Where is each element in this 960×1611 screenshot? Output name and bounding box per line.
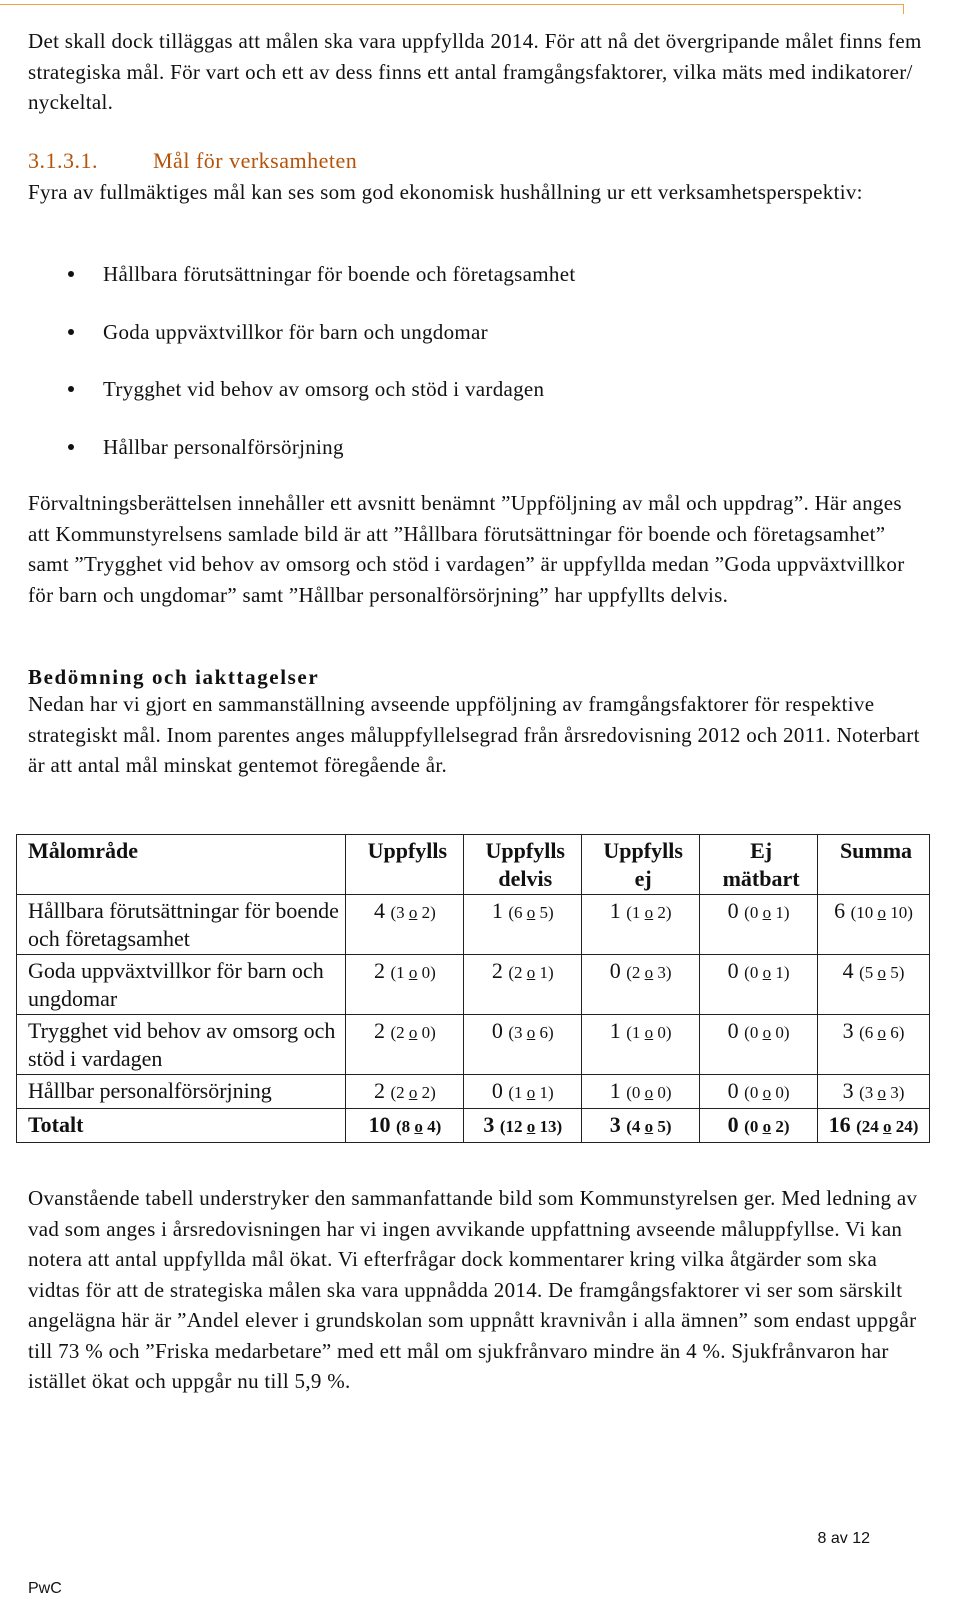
count-value: 4 bbox=[842, 958, 854, 983]
prior-years: (4 o 5) bbox=[626, 1117, 672, 1136]
prior-years: (0 o 0) bbox=[744, 1023, 790, 1042]
table-total-row bbox=[17, 1109, 930, 1143]
separator: o bbox=[877, 963, 886, 982]
count-value: 1 bbox=[609, 1018, 621, 1043]
separator: o bbox=[883, 1117, 892, 1136]
separator: o bbox=[877, 1023, 886, 1042]
value-2012: 12 bbox=[505, 1117, 523, 1136]
count-value: 0 bbox=[727, 1078, 739, 1103]
prior-years: (0 o 2) bbox=[744, 1117, 790, 1136]
count-value: 16 bbox=[828, 1112, 851, 1137]
prior-years: (0 o 0) bbox=[626, 1083, 672, 1102]
conclusion-paragraph: Ovanstående tabell understryker den sammanfattande bild som Kommunstyrelsen ger. Med ledning av vad som anges i årsredovisningen har vi ingen avvikande uppfattning avseende måluppfyllse. Vi kan notera att antal uppfyllda mål ökat. Vi efterfrågar dock kommentarer kring vilka åtgärder som ska vidtas för att de strategiska målen ska vara uppnådda 2014. De framgångsfaktorer vi ser som särskilt angelägna här är ”Andel elever i grundskolan som uppnått kravnivån i alla ämnen” som endast uppgår till 73 % och ”Friska medarbetare” med ett mål om sjukfrånvaro mindre än 4 %. Sjukfrånvaron har istället ökat och uppgår nu till 5,9 %. bbox=[28, 1186, 918, 1393]
count-value: 0 bbox=[727, 1112, 739, 1137]
value-2011: 13 bbox=[539, 1117, 557, 1136]
prior-years: (3 o 3) bbox=[859, 1083, 905, 1102]
separator: o bbox=[644, 1117, 654, 1136]
table-row bbox=[17, 895, 930, 955]
value-2012: 6 bbox=[864, 1023, 874, 1042]
count-cell bbox=[464, 895, 582, 955]
intro-paragraph: Det skall dock tilläggas att målen ska vara uppfyllda 2014. För att nå det övergripande målet finns fem strategiska mål. För vart och ett av dess finns ett antal framgångsfaktorer, vilka mäts med indikatorer/ nyckeltal. bbox=[28, 29, 922, 114]
value-2012: 0 bbox=[749, 1083, 759, 1102]
prior-years: (1 o 0) bbox=[390, 963, 436, 982]
value-2012: 4 bbox=[631, 1117, 641, 1136]
separator: o bbox=[762, 1083, 772, 1102]
count-cell bbox=[700, 955, 818, 1015]
separator: o bbox=[877, 1083, 886, 1102]
value-2011: 1 bbox=[775, 903, 784, 922]
value-2011: 0 bbox=[657, 1023, 666, 1042]
separator: o bbox=[644, 963, 654, 982]
prior-years: (6 o 5) bbox=[508, 903, 554, 922]
goal-area-cell: Hållbara förutsättningar för boende och företagsamhet bbox=[17, 895, 346, 955]
column-header: Summa bbox=[818, 835, 930, 895]
column-header: Uppfylls ej bbox=[582, 835, 700, 895]
separator: o bbox=[526, 1083, 536, 1102]
prior-years: (0 o 1) bbox=[744, 963, 790, 982]
goal-item: Trygghet vid behov av omsorg och stöd i vardagen bbox=[60, 374, 575, 432]
separator: o bbox=[526, 1117, 536, 1136]
value-2011: 0 bbox=[421, 963, 431, 982]
value-2012: 2 bbox=[396, 1083, 405, 1102]
count-cell bbox=[346, 1015, 464, 1075]
count-value: 2 bbox=[373, 1018, 385, 1043]
count-cell bbox=[700, 1109, 818, 1143]
separator: o bbox=[762, 1023, 772, 1042]
value-2012: 1 bbox=[631, 1023, 641, 1042]
goals-list bbox=[60, 259, 575, 489]
count-cell bbox=[346, 895, 464, 955]
value-2012: 3 bbox=[396, 903, 405, 922]
count-cell bbox=[582, 1109, 700, 1143]
count-cell bbox=[818, 895, 930, 955]
separator: o bbox=[644, 1023, 654, 1042]
separator: o bbox=[526, 963, 536, 982]
count-cell bbox=[700, 1075, 818, 1109]
separator: o bbox=[762, 963, 772, 982]
count-cell bbox=[464, 1109, 582, 1143]
value-2011: 24 bbox=[895, 1117, 913, 1136]
prior-years: (1 o 0) bbox=[626, 1023, 672, 1042]
prior-years: (2 o 0) bbox=[390, 1023, 436, 1042]
prior-years: (2 o 2) bbox=[390, 1083, 436, 1102]
prior-years: (1 o 1) bbox=[508, 1083, 554, 1102]
separator: o bbox=[414, 1117, 423, 1136]
count-cell bbox=[818, 1015, 930, 1075]
separator: o bbox=[762, 903, 772, 922]
goals-table bbox=[16, 834, 930, 1143]
value-2012: 0 bbox=[749, 963, 759, 982]
prior-years: (10 o 10) bbox=[850, 903, 913, 922]
count-cell bbox=[582, 895, 700, 955]
count-cell bbox=[818, 1109, 930, 1143]
value-2012: 6 bbox=[514, 903, 523, 922]
value-2011: 4 bbox=[427, 1117, 436, 1136]
count-value: 1 bbox=[609, 898, 621, 923]
value-2011: 3 bbox=[657, 963, 666, 982]
page-number: 8 av 12 bbox=[817, 1530, 870, 1547]
value-2011: 6 bbox=[890, 1023, 899, 1042]
prior-years: (5 o 5) bbox=[859, 963, 905, 982]
value-2012: 0 bbox=[749, 1117, 759, 1136]
prior-years: (12 o 13) bbox=[499, 1117, 563, 1136]
separator: o bbox=[408, 1083, 418, 1102]
separator: o bbox=[526, 903, 536, 922]
separator: o bbox=[644, 1083, 654, 1102]
value-2012: 3 bbox=[864, 1083, 874, 1102]
value-2011: 0 bbox=[775, 1083, 784, 1102]
count-cell bbox=[818, 1075, 930, 1109]
count-cell bbox=[346, 955, 464, 1015]
count-value: 2 bbox=[491, 958, 503, 983]
count-value: 0 bbox=[609, 958, 621, 983]
value-2011: 2 bbox=[657, 903, 666, 922]
separator: o bbox=[408, 963, 418, 982]
column-header: Uppfylls delvis bbox=[464, 835, 582, 895]
count-value: 0 bbox=[727, 898, 739, 923]
followup-paragraph: Förvaltningsberättelsen innehåller ett avsnitt benämnt ”Uppföljning av mål och uppdrag”. Här anges att Kommunstyrelsens samlade bild är att ”Hållbara förutsättningar för boende och företagsamhet” samt ”Trygghet vid behov av omsorg och stöd i vardagen” är uppfyllda medan ”Goda uppväxtvillkor för barn och ungdomar” samt ”Hållbar personalförsörjning” har uppfyllts delvis. bbox=[28, 491, 905, 607]
value-2011: 3 bbox=[890, 1083, 899, 1102]
prior-years: (1 o 2) bbox=[626, 903, 672, 922]
column-header: Uppfylls bbox=[346, 835, 464, 895]
value-2011: 0 bbox=[421, 1023, 431, 1042]
prior-years: (6 o 6) bbox=[859, 1023, 905, 1042]
value-2011: 0 bbox=[775, 1023, 784, 1042]
goal-item: Hållbara förutsättningar för boende och företagsamhet bbox=[60, 259, 575, 317]
section-title: Mål för verksamheten bbox=[153, 148, 358, 173]
separator: o bbox=[644, 903, 654, 922]
separator: o bbox=[762, 1117, 772, 1136]
table-row bbox=[17, 1015, 930, 1075]
count-cell bbox=[818, 955, 930, 1015]
header-rule bbox=[0, 4, 904, 5]
value-2012: 2 bbox=[514, 963, 523, 982]
value-2012: 2 bbox=[396, 1023, 405, 1042]
section-number: 3.1.3.1. bbox=[28, 148, 98, 173]
value-2012: 0 bbox=[631, 1083, 641, 1102]
count-cell bbox=[700, 1015, 818, 1075]
prior-years: (2 o 1) bbox=[508, 963, 554, 982]
goal-item: Hållbar personalförsörjning bbox=[60, 432, 575, 490]
value-2011: 1 bbox=[775, 963, 784, 982]
header-rule-tick bbox=[903, 4, 904, 14]
goal-area-cell: Trygghet vid behov av omsorg och stöd i vardagen bbox=[17, 1015, 346, 1075]
value-2011: 6 bbox=[539, 1023, 549, 1042]
table-header-row bbox=[17, 835, 930, 895]
prior-years: (2 o 3) bbox=[626, 963, 672, 982]
value-2012: 10 bbox=[856, 903, 874, 922]
goal-item: Goda uppväxtvillkor för barn och ungdomar bbox=[60, 317, 575, 375]
value-2011: 10 bbox=[890, 903, 908, 922]
prior-years: (0 o 1) bbox=[744, 903, 790, 922]
count-cell bbox=[582, 1015, 700, 1075]
count-cell bbox=[700, 895, 818, 955]
prior-years: (3 o 6) bbox=[508, 1023, 554, 1042]
count-cell bbox=[464, 1015, 582, 1075]
value-2012: 2 bbox=[631, 963, 641, 982]
table-row bbox=[17, 955, 930, 1015]
value-2012: 0 bbox=[749, 903, 759, 922]
count-value: 0 bbox=[727, 1018, 739, 1043]
prior-years: (0 o 0) bbox=[744, 1083, 790, 1102]
count-value: 10 bbox=[368, 1112, 391, 1137]
goal-area-cell: Totalt bbox=[17, 1109, 346, 1143]
value-2011: 0 bbox=[657, 1083, 666, 1102]
assessment-heading: Bedömning och iakttagelser bbox=[28, 665, 320, 689]
prior-years: (3 o 2) bbox=[390, 903, 436, 922]
count-value: 0 bbox=[727, 958, 739, 983]
count-value: 0 bbox=[491, 1078, 503, 1103]
value-2012: 0 bbox=[749, 1023, 759, 1042]
separator: o bbox=[526, 1023, 536, 1042]
section-intro: Fyra av fullmäktiges mål kan ses som god ekonomisk hushållning ur ett verksamhetsperspektiv: bbox=[28, 180, 863, 204]
table-row bbox=[17, 1075, 930, 1109]
value-2012: 8 bbox=[401, 1117, 411, 1136]
count-cell bbox=[582, 955, 700, 1015]
value-2012: 1 bbox=[396, 963, 405, 982]
count-value: 2 bbox=[373, 958, 385, 983]
value-2011: 5 bbox=[539, 903, 549, 922]
goal-area-cell: Hållbar personalförsörjning bbox=[17, 1075, 346, 1109]
column-header: Ej mätbart bbox=[700, 835, 818, 895]
goal-area-cell: Goda uppväxtvillkor för barn och ungdomar bbox=[17, 955, 346, 1015]
separator: o bbox=[408, 1023, 418, 1042]
count-cell bbox=[346, 1109, 464, 1143]
count-value: 1 bbox=[491, 898, 503, 923]
assessment-paragraph: Nedan har vi gjort en sammanställning avseende uppföljning av framgångsfaktorer för respektive strategiskt mål. Inom parentes anges måluppfyllelsegrad från årsredovisning 2012 och 2011. Noterbart är att antal mål minskat gentemot föregående år. bbox=[28, 692, 920, 777]
separator: o bbox=[408, 903, 418, 922]
count-cell bbox=[464, 1075, 582, 1109]
value-2011: 1 bbox=[539, 963, 549, 982]
count-value: 1 bbox=[609, 1078, 621, 1103]
footer-brand: PwC bbox=[28, 1580, 62, 1597]
value-2011: 1 bbox=[539, 1083, 549, 1102]
count-value: 4 bbox=[373, 898, 385, 923]
count-cell bbox=[582, 1075, 700, 1109]
value-2012: 24 bbox=[861, 1117, 879, 1136]
prior-years: (8 o 4) bbox=[395, 1117, 442, 1136]
count-value: 3 bbox=[842, 1078, 854, 1103]
section-heading bbox=[28, 148, 357, 174]
count-value: 3 bbox=[483, 1112, 495, 1137]
prior-years: (24 o 24) bbox=[856, 1117, 919, 1136]
count-value: 2 bbox=[373, 1078, 385, 1103]
value-2011: 2 bbox=[775, 1117, 784, 1136]
value-2012: 5 bbox=[864, 963, 874, 982]
value-2012: 1 bbox=[631, 903, 641, 922]
value-2011: 5 bbox=[657, 1117, 666, 1136]
count-value: 3 bbox=[609, 1112, 621, 1137]
count-cell bbox=[464, 955, 582, 1015]
column-header: Målområde bbox=[17, 835, 346, 895]
value-2012: 3 bbox=[514, 1023, 523, 1042]
count-value: 3 bbox=[842, 1018, 854, 1043]
value-2012: 1 bbox=[514, 1083, 523, 1102]
value-2011: 5 bbox=[890, 963, 899, 982]
separator: o bbox=[877, 903, 886, 922]
value-2011: 2 bbox=[421, 903, 431, 922]
count-value: 6 bbox=[834, 898, 846, 923]
count-cell bbox=[346, 1075, 464, 1109]
value-2011: 2 bbox=[421, 1083, 431, 1102]
count-value: 0 bbox=[491, 1018, 503, 1043]
